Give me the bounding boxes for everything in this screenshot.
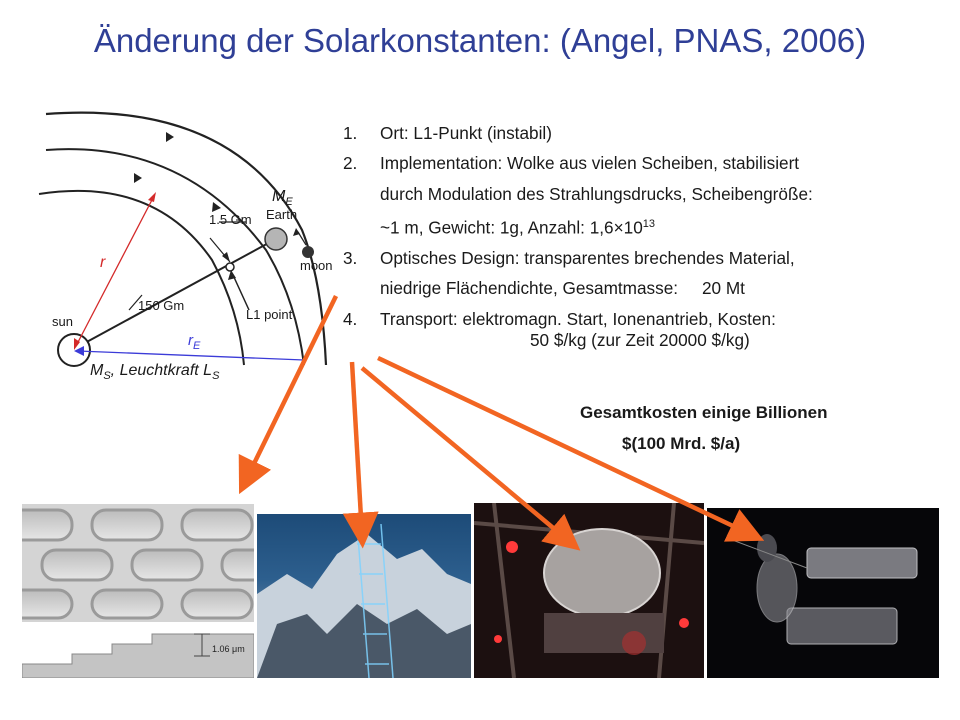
list-item: 3. Optisches Design: transparentes brechendes Material, niedrige Flächendichte, Gesamtmasse: 20 Mt	[343, 247, 795, 299]
page-title: Änderung der Solarkonstanten: (Angel, PNAS, 2006)	[93, 22, 867, 59]
r-label: r	[100, 254, 106, 271]
thickness-scale-label: 1.06 μm	[212, 644, 245, 654]
l1-point-label: L1 point	[246, 307, 293, 322]
re-label: $r_E$	[188, 332, 201, 352]
sun-mass-luminosity-caption: $M_S$, Leuchtkraft $L_S$	[90, 362, 220, 383]
list-item: 2. Implementation: Wolke aus vielen Scheiben, stabilisiert durch Modulation des Strahlungsdrucks, Scheibengröße: ~1 m, Gewicht: 1g, Anzahl: $1,6\times 10^{13}$	[343, 153, 813, 238]
orbit-diagram	[34, 110, 336, 388]
distance-1-5gm-label: 1.5 Gm	[209, 212, 252, 227]
list-item: 4. Transport: elektromagn. Start, Ionenantrieb, Kosten:	[343, 308, 776, 329]
space-satellites-image	[707, 508, 939, 678]
transport-cost-line: 50 $/kg (zur Zeit 20000 $/kg)	[530, 330, 750, 350]
microstructure-image	[22, 504, 254, 678]
distance-150gm-label: 150 Gm	[138, 298, 185, 313]
total-cost-line: Gesamtkosten einige Billionen	[580, 403, 828, 422]
list-item: 1. Ort: L1-Punkt (instabil)	[343, 123, 552, 143]
l1-point-marker	[226, 263, 234, 271]
earth-circle	[265, 228, 287, 250]
me-label: $M_E$	[272, 188, 293, 209]
annual-cost-line: $(100 Mrd. $/a)	[622, 434, 741, 453]
arrow-to-launcher	[352, 362, 362, 535]
earth-label: Earth	[266, 207, 298, 222]
moon-circle	[302, 246, 314, 258]
moon-label: moon	[300, 258, 333, 273]
key-points-list	[343, 118, 943, 334]
spacecraft-bay-image	[474, 503, 704, 678]
sun-label: sun	[52, 314, 73, 329]
orbit-diagram-svg	[34, 110, 336, 388]
mountain-launcher-image	[257, 514, 471, 678]
